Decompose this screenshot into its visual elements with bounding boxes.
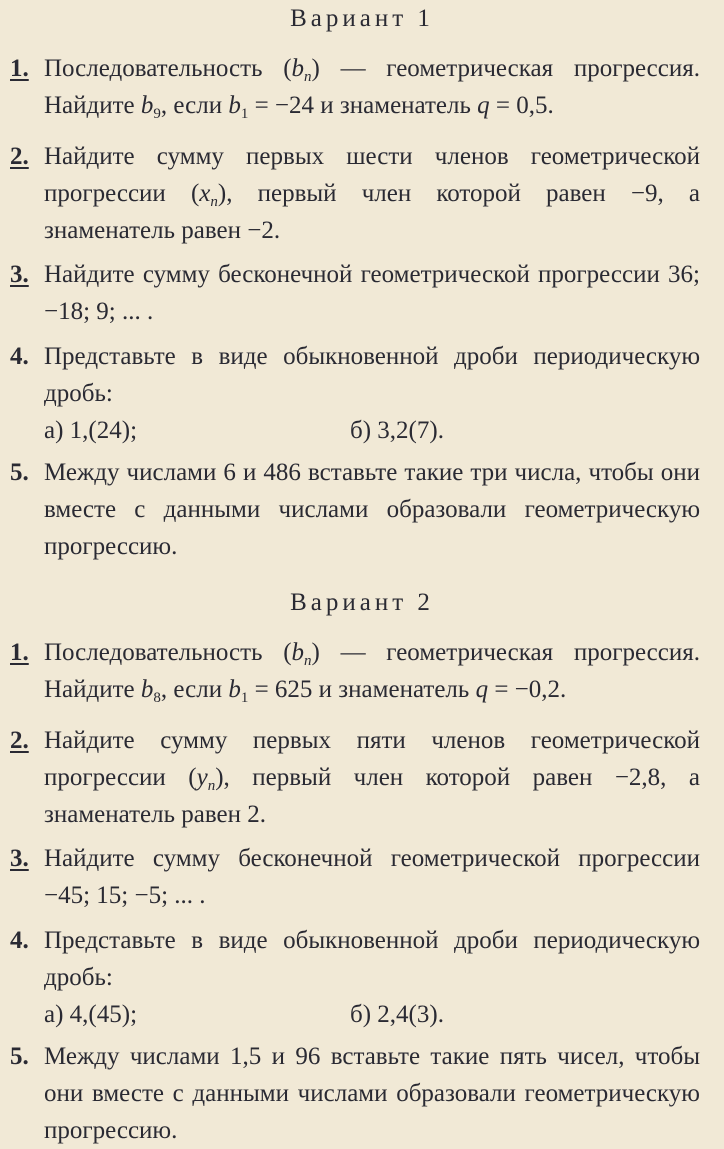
option-a: а) 4,(45);	[44, 1001, 138, 1028]
task-text: Последовательность $(b_n)$ — геометрическая прогрессия. Найдите $b_8$, если $b_1 = 625$ и знаменатель q = −0,2.	[44, 639, 700, 706]
variant-1-task-2	[10, 138, 700, 249]
task-options	[44, 412, 700, 449]
task-text: Между числами 1,5 и 96 вставьте такие пять чисел, чтобы они вместе с данными числами образовали геометрическую прогрессию.	[44, 1043, 700, 1144]
task-number: 5.	[10, 1043, 29, 1070]
task-text: Между числами 6 и 486 вставьте такие три числа, чтобы они вместе с данными числами образовали геометрическую прогрессию.	[44, 459, 700, 560]
task-number: 1.	[10, 55, 29, 82]
variant-2-task-5	[10, 1038, 700, 1149]
variant-1-title: Вариант 1	[290, 5, 434, 32]
task-number: 1.	[10, 639, 29, 666]
task-number: 4.	[10, 343, 29, 370]
variant-1-task-5	[10, 454, 700, 565]
task-number: 3.	[10, 261, 29, 288]
variant-2-task-1	[10, 634, 700, 708]
task-number: 4.	[10, 927, 29, 954]
task-text: Найдите сумму бесконечной геометрической прогрессии 36; −18; 9; ... .	[44, 261, 700, 325]
task-number: 5.	[10, 459, 29, 486]
variant-1-task-3	[10, 256, 700, 330]
option-b: б) 2,4(3).	[350, 1001, 444, 1028]
variant-2-task-4	[10, 922, 700, 1033]
option-b: б) 3,2(7).	[350, 417, 444, 444]
variant-2-task-2	[10, 722, 700, 833]
variant-1-task-1	[10, 50, 700, 124]
task-text: Найдите сумму первых шести членов геометрической прогрессии $(x_n)$, первый член которой равен −9, а знаменатель равен −2.	[44, 143, 700, 244]
task-number: 2.	[10, 727, 29, 754]
task-text: Представьте в виде обыкновенной дроби периодическую дробь:	[44, 927, 700, 991]
task-text: Найдите сумму бесконечной геометрической прогрессии −45; 15; −5; ... .	[44, 845, 700, 909]
task-text: Найдите сумму первых пяти членов геометрической прогрессии $(y_n)$, первый член которой равен −2,8, а знаменатель равен 2.	[44, 727, 700, 828]
task-number: 2.	[10, 143, 29, 170]
task-number: 3.	[10, 845, 29, 872]
variant-2-task-3	[10, 840, 700, 914]
task-options	[44, 996, 700, 1033]
task-text: Последовательность $(b_n)$ — геометрическая прогрессия. Найдите $b_9$, если $b_1 = -24$ и знаменатель q = 0,5.	[44, 55, 700, 122]
option-a: а) 1,(24);	[44, 417, 138, 444]
task-text: Представьте в виде обыкновенной дроби периодическую дробь:	[44, 343, 700, 407]
variant-1-task-4	[10, 338, 700, 449]
variant-2-title: Вариант 2	[290, 589, 434, 616]
